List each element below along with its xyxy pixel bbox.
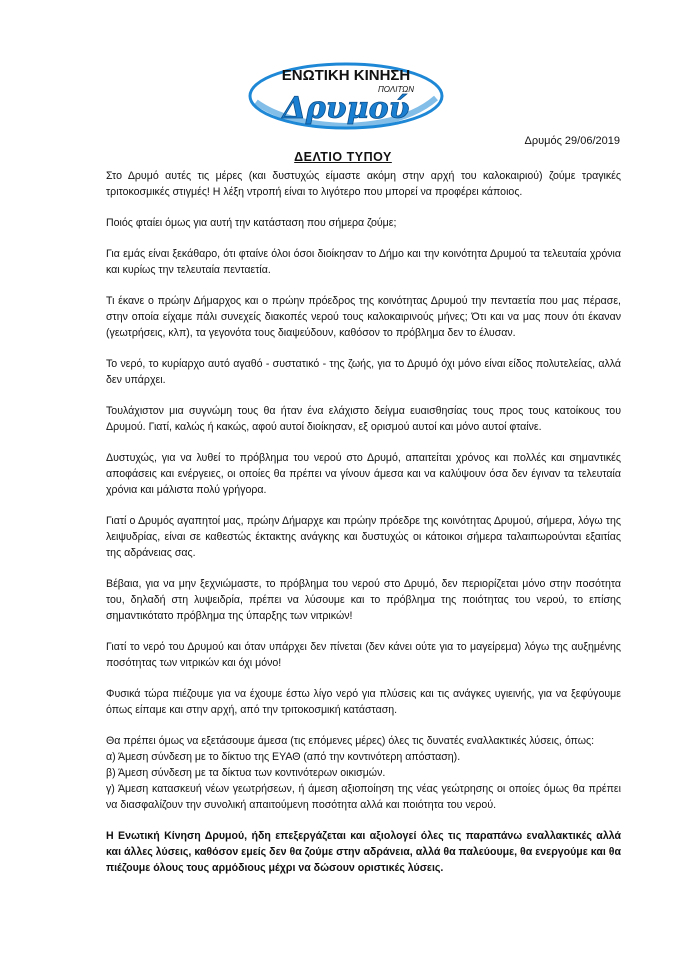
document-title: ΔΕΛΤΙΟ ΤΥΠΟΥ — [294, 150, 392, 164]
logo-script-text: Δρυμού — [282, 91, 410, 126]
paragraph-5: Το νερό, το κυρίαρχο αυτό αγαθό - συστατικό - της ζωής, για το Δρυμό όχι μόνο είναι είδος πολυτελείας, αλλά δεν υπάρχει. — [106, 358, 621, 386]
document-date: Δρυμός 29/06/2019 — [524, 135, 620, 147]
paragraph-1: Στο Δρυμό αυτές τις μέρες (και δυστυχώς είμαστε ακόμη στην αρχή του καλοκαιριού) ζούμε τραγικές τριτοκοσμικές στιγμές! Η λέξη ντροπή είναι το λιγότερο που μπορεί να προφέρει κάποιος. — [106, 170, 621, 198]
document-body — [106, 168, 621, 891]
paragraph-10: Γιατί το νερό του Δρυμού και όταν υπάρχει δεν πίνεται (δεν κάνει ούτε για το μαγείρεμα) λόγω της αυξημένης ποσότητας των νιτρικών και όχι μόνο! — [106, 641, 621, 669]
paragraph-11: Φυσικά τώρα πιέζουμε για να έχουμε έστω λίγο νερό για πλύσεις και τις ανάγκες υγιεινής, για να ξεφύγουμε όπως είπαμε και στην αρχή, από την τριτοκοσμική κατάσταση. — [106, 688, 621, 716]
paragraph-7: Δυστυχώς, για να λυθεί το πρόβλημα του νερού στο Δρυμό, απαιτείται χρόνος και πολλές και σημαντικές αποφάσεις και ενέργειες, οι οποίες θα πρέπει να γίνουν άμεσα και να καλύψουν όσα δεν έγιναν τα τελευταία χρόνια και μάλιστα πολύ γρήγορα. — [106, 452, 621, 496]
paragraph-9: Βέβαια, για να μην ξεχνιώμαστε, το πρόβλημα του νερού στο Δρυμό, δεν περιορίζεται μόνο στην ποσότητα του, δηλαδή στη λυψειδρία, πρέπει να λύσουμε και το πρόβλημα της ποιότητας του νερού, το επίσης σημαντικότατο πρόβλημα της ύπαρξης των νιτρικών! — [106, 578, 621, 622]
option-a: α) Άμεση σύνδεση με το δίκτυο της ΕΥΑΘ (από την κοντινότερη απόσταση). — [106, 751, 461, 763]
logo-title-text: ΕΝΩΤΙΚΗ ΚΙΝΗΣΗ — [281, 67, 411, 84]
options-intro: Θα πρέπει όμως να εξετάσουμε άμεσα (τις επόμενες μέρες) όλες τις δυνατές εναλλακτικές λύσεις, όπως: — [106, 735, 595, 747]
paragraph-2: Ποιός φταίει όμως για αυτή την κατάσταση που σήμερα ζούμε; — [106, 217, 397, 229]
paragraph-6: Τουλάχιστον μια συγνώμη τους θα ήταν ένα ελάχιστο δείγμα ευαισθησίας τους προς τους κατοίκους του Δρυμού. Γιατί, καλώς ή κακώς, αφού αυτοί διοίκησαν, εξ ορισμού αυτοί και μόνο αυτοί φταίνε. — [106, 405, 621, 433]
option-c: γ) Άμεση κατασκευή νέων γεωτρήσεων, ή άμεση αξιοποίηση της νέας γεώτρησης οι οποίες όμως θα πρέπει να διασφαλίζουν την συνολική απαιτούμενη ποσότητα αλλά και ποιότητα του νερού. — [106, 783, 621, 811]
paragraph-3: Για εμάς είναι ξεκάθαρο, ότι φταίνε όλοι όσοι διοίκησαν το Δήμο και την κοινότητα Δρυμού τα τελευταία χρόνια και κυρίως την τελευταία πενταετία. — [106, 248, 621, 276]
option-b: β) Άμεση σύνδεση με τα δίκτυα των κοντινότερων οικισμών. — [106, 767, 386, 779]
party-logo — [246, 58, 446, 132]
closing-statement: Η Ενωτική Κίνηση Δρυμού, ήδη επεξεργάζεται και αξιολογεί όλες τις παραπάνω εναλλακτικές αλλά και άλλες λύσεις, καθόσον εμείς δεν θα ζούμε στην αδράνεια, αλλά θα παλεύουμε, θα ενεργούμε και θα πιέζουμε όλους τους αρμόδιους μέχρι να δώσουν οριστικές λύσεις. — [106, 830, 621, 874]
paragraph-8: Γιατί ο Δρυμός αγαπητοί μας, πρώην Δήμαρχε και πρώην πρόεδρε της κοινότητας Δρυμού, σήμερα, λόγω της λειψυδρίας, είναι σε καθεστώς έκτακτης ανάγκης και δυστυχώς οι κάτοικοι σήμερα ταλαιπωρούνται εξαιτίας της αδράνειας σας. — [106, 515, 621, 559]
logo-subtitle-text: ΠΟΛΙΤΩΝ — [377, 85, 415, 94]
paragraph-4: Τι έκανε ο πρώην Δήμαρχος και ο πρώην πρόεδρος της κοινότητας Δρυμού την πενταετία που μας πέρασε, στην οποία είχαμε πάλι συνεχείς διακοπές νερού τους καλοκαιρινούς μήνες; Ότι και να μας πουν ότι έκαναν (γεωτρήσεις, κλπ), τα γεγονότα τους διαψεύδουν, καθόσον το πρόβλημα δεν το έλυσαν. — [106, 295, 621, 339]
